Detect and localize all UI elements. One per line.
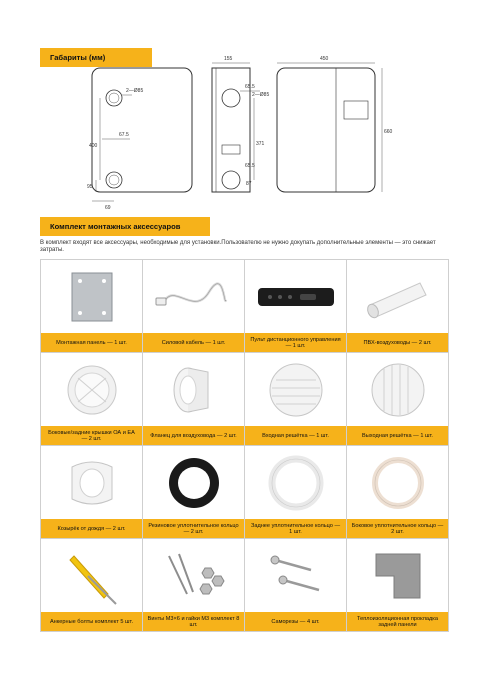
accessory-item [41, 353, 143, 446]
accessory-item [347, 353, 449, 446]
dim-side-bottom-offset: 65.5 [245, 163, 255, 169]
accessory-label: Пульт дистанционного управления — 1 шт. [245, 333, 346, 352]
accessory-item [245, 353, 347, 446]
dimensions-section-title: Габариты (мм) [40, 48, 152, 67]
cover-cap-icon [64, 362, 120, 418]
accessory-label: Винты М3×6 и гайки М3 комплект 8 шт. [143, 612, 244, 631]
accessory-label: Козырёк от дождя — 2 шт. [41, 519, 142, 538]
accessory-item [347, 260, 449, 353]
side-seal-ring-icon [368, 453, 428, 513]
insulation-pad-icon [368, 546, 428, 606]
accessory-label: Входная решётка — 1 шт. [245, 426, 346, 445]
front-view-drawing [87, 68, 192, 211]
rear-seal-ring-icon [266, 453, 326, 513]
accessory-item [41, 260, 143, 353]
accessory-label: ПВХ-воздуховоды — 2 шт. [347, 333, 448, 352]
inlet-grille-icon [266, 360, 326, 420]
accessory-label: Фланец для воздуховода — 2 шт. [143, 426, 244, 445]
outlet-grille-icon [368, 360, 428, 420]
dim-side-top-offset: 65.5 [245, 84, 255, 90]
pvc-duct-icon [358, 275, 438, 319]
dim-front-holes: 2—Ø85 [126, 88, 144, 94]
rubber-seal-ring-icon [164, 453, 224, 513]
accessory-label: Заднее уплотнительное кольцо — 1 шт. [245, 519, 346, 538]
accessory-label: Резиновое уплотнительное кольцо — 2 шт. [143, 519, 244, 538]
accessory-item [245, 539, 347, 632]
accessory-label: Саморезы — 4 шт. [245, 612, 346, 631]
side-view-drawing [212, 56, 269, 192]
dim-side-bottom: 87 [246, 181, 252, 187]
dim-front-bottom: 95 [87, 184, 93, 190]
accessory-label: Выходная решётка — 1 шт. [347, 426, 448, 445]
duct-flange-icon [164, 362, 224, 418]
accessory-item [143, 260, 245, 353]
accessory-label: Теплоизоляционная прокладка задней панели [347, 612, 448, 631]
rain-hood-icon [62, 455, 122, 511]
screws-and-nuts-icon [159, 546, 229, 606]
dim-side-hole-distance: 371 [256, 141, 265, 147]
accessory-label: Боковые/задние крышки ОА и ЕА — 2 шт. [41, 426, 142, 445]
dim-front-left: 69 [105, 205, 111, 211]
rear-view-drawing [277, 56, 393, 192]
accessory-label: Анкерные болты комплект 5 шт. [41, 612, 142, 631]
dim-side-depth: 155 [224, 56, 233, 62]
accessory-item [347, 539, 449, 632]
dim-side-holes: 2—Ø85 [252, 92, 270, 98]
accessory-item [143, 353, 245, 446]
power-cable-icon [154, 272, 234, 322]
accessory-item [143, 539, 245, 632]
remote-control-icon [254, 282, 338, 312]
dimension-drawings [40, 55, 460, 217]
accessories-intro: В комплект входят все аксессуары, необходимые для установки.Пользователю не нужно докупать дополнительные элементы — это снижает затраты. [40, 240, 436, 254]
accessory-item [245, 446, 347, 539]
dim-front-offset: 67.5 [119, 132, 129, 138]
mounting-panel-icon [62, 269, 122, 325]
dim-front-height: 400 [89, 143, 98, 149]
dim-rear-width: 450 [320, 56, 329, 62]
accessory-label: Боковое уплотнительное кольцо — 2 шт. [347, 519, 448, 538]
accessory-item [245, 260, 347, 353]
accessory-item [41, 539, 143, 632]
self-tapping-screws-icon [261, 546, 331, 606]
accessory-label: Монтажная панель — 1 шт. [41, 333, 142, 352]
accessories-grid [40, 259, 449, 632]
accessory-label: Силовой кабель — 1 шт. [143, 333, 244, 352]
anchor-bolt-icon [62, 546, 122, 606]
dim-rear-height: 660 [384, 129, 393, 135]
accessory-item [143, 446, 245, 539]
accessory-item [347, 446, 449, 539]
accessory-item [41, 446, 143, 539]
accessories-section-title: Комплект монтажных аксессуаров [40, 217, 210, 236]
